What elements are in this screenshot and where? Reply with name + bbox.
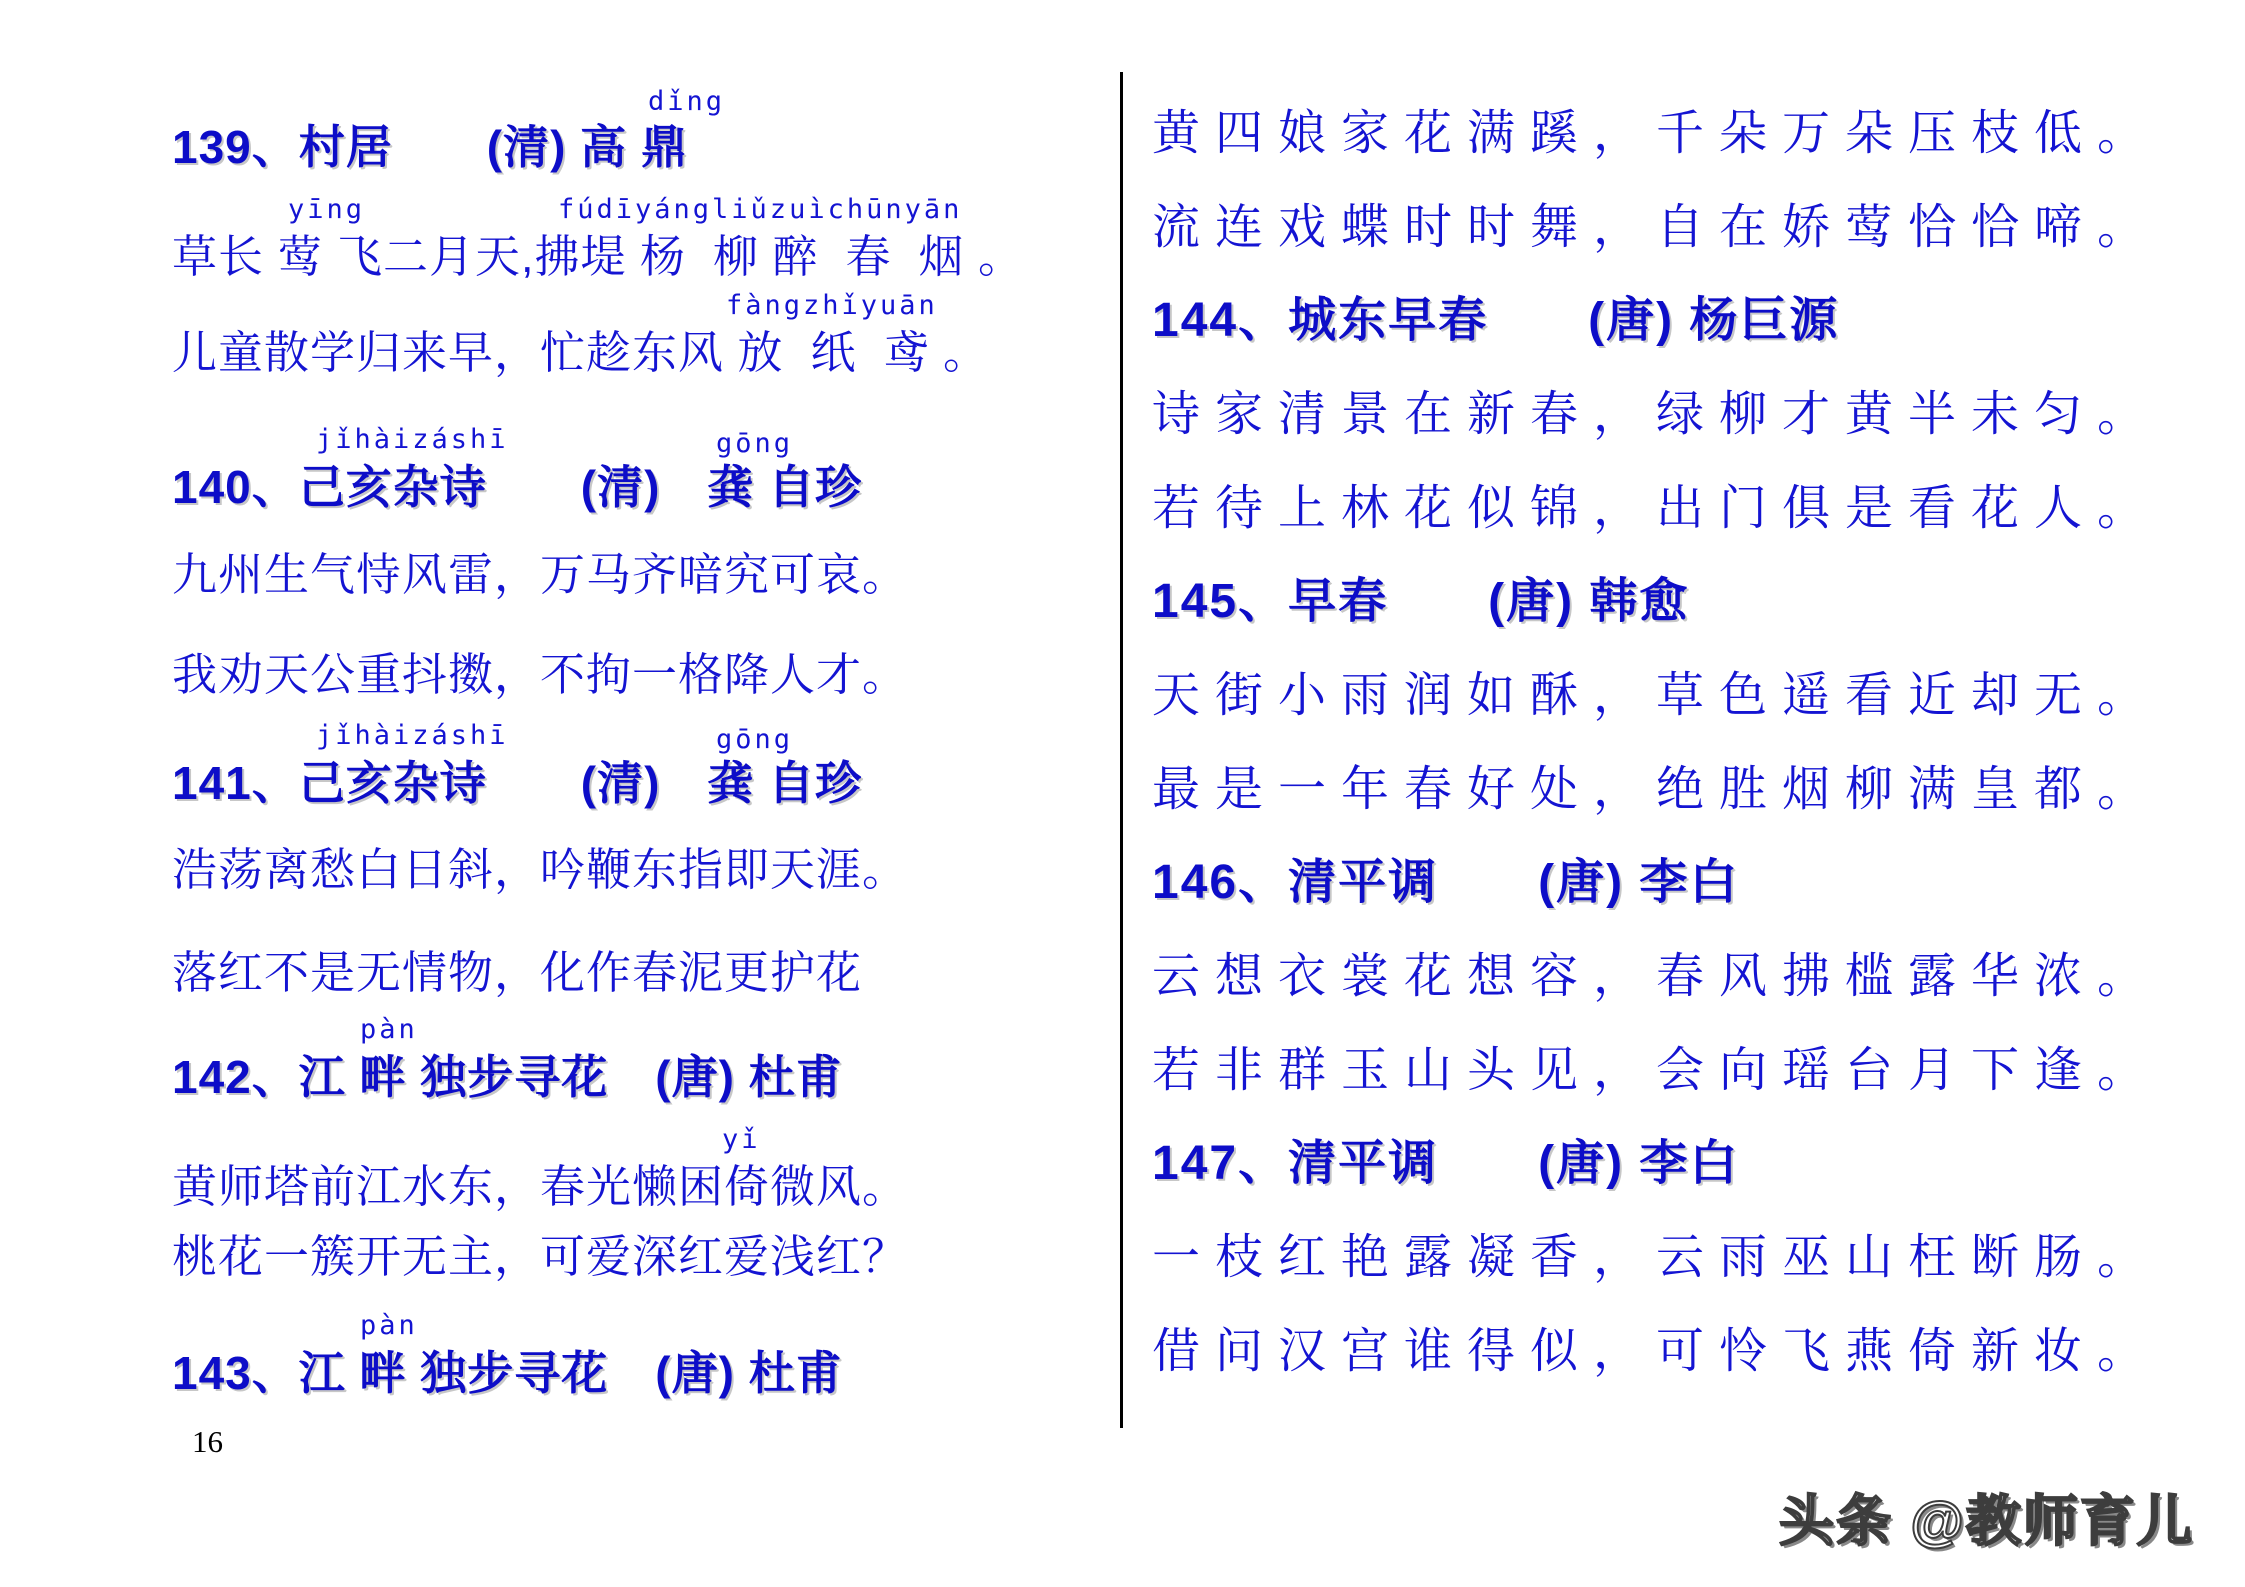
poem-heading: 145、早春 (唐) 韩愈 [1152,575,1690,628]
poem-heading: 147、清平调 (唐) 李白 [1152,1137,1740,1190]
poem-line: 诗家清景在新春，绿柳才黄半未匀。 [1152,388,2161,441]
pinyin-annotation: jǐhàizáshī [316,424,509,455]
poem-line: 天街小雨润如酥，草色遥看近却无。 [1152,669,2161,722]
poem-line: 儿童散学归来早，忙趁东风 放 纸 鸢 。 [172,327,990,378]
pinyin-annotation: dǐng [648,86,726,117]
poem-heading: 146、清平调 (唐) 李白 [1152,856,1740,909]
pinyin-annotation: yǐ [722,1124,761,1155]
poem-heading: 139、村居 (清) 高 鼎 [172,121,688,173]
column-divider [1120,72,1123,1428]
pinyin-annotation: fàngzhǐyuān [726,290,938,321]
pinyin-annotation: gōng [716,724,794,755]
poem-heading: 143、江 畔 独步寻花 (唐) 杜甫 [172,1347,843,1399]
poem-line: 九州生气恃风雷，万马齐喑究可哀。 [172,549,909,600]
poem-line: 黄师塔前江水东，春光懒困倚微风。 [172,1161,909,1212]
poem-line: 浩荡离愁白日斜，吟鞭东指即天涯。 [172,844,909,895]
pinyin-annotation: jǐhàizáshī [316,720,509,751]
pinyin-annotation: fúdīyángliǔzuìchūnyān [558,194,963,225]
poem-line: 一枝红艳露凝香，云雨巫山枉断肠。 [1152,1231,2161,1284]
pinyin-annotation: pàn [360,1014,418,1045]
poem-heading: 141、己亥杂诗 (清) 龚 自珍 [172,757,863,809]
poem-heading: 142、江 畔 独步寻花 (唐) 杜甫 [172,1051,843,1103]
poem-line: 借问汉宫谁得似，可怜飞燕倚新妆。 [1152,1325,2161,1378]
poem-line: 云想衣裳花想容，春风拂槛露华浓。 [1152,950,2161,1003]
poem-line: 若待上林花似锦，出门俱是看花人。 [1152,482,2161,535]
watermark-toutiao: 头条 @教师育儿 [1779,1490,2194,1552]
pinyin-annotation: pàn [360,1310,418,1341]
pinyin-annotation: gōng [716,428,794,459]
poem-line: 若非群玉山头见，会向瑶台月下逢。 [1152,1044,2161,1097]
pinyin-annotation: yīng [288,194,366,225]
poem-line: 流连戏蝶时时舞，自在娇莺恰恰啼。 [1152,201,2161,254]
poem-line: 桃花一簇开无主，可爱深红爱浅红？ [172,1231,909,1282]
poem-line: 黄四娘家花满蹊，千朵万朵压枝低。 [1152,107,2161,160]
poem-line: 最是一年春好处，绝胜烟柳满皇都。 [1152,763,2161,816]
poem-line: 草长 莺 飞二月天,拂堤 杨 柳 醉 春 烟 。 [172,231,1025,282]
poem-line: 我劝天公重抖擞，不拘一格降人才。 [172,649,909,700]
poem-line: 落红不是无情物，化作春泥更护花 [172,947,863,998]
poem-heading: 140、己亥杂诗 (清) 龚 自珍 [172,461,863,513]
poem-heading: 144、城东早春 (唐) 杨巨源 [1152,294,1840,347]
page-number: 16 [192,1424,223,1459]
